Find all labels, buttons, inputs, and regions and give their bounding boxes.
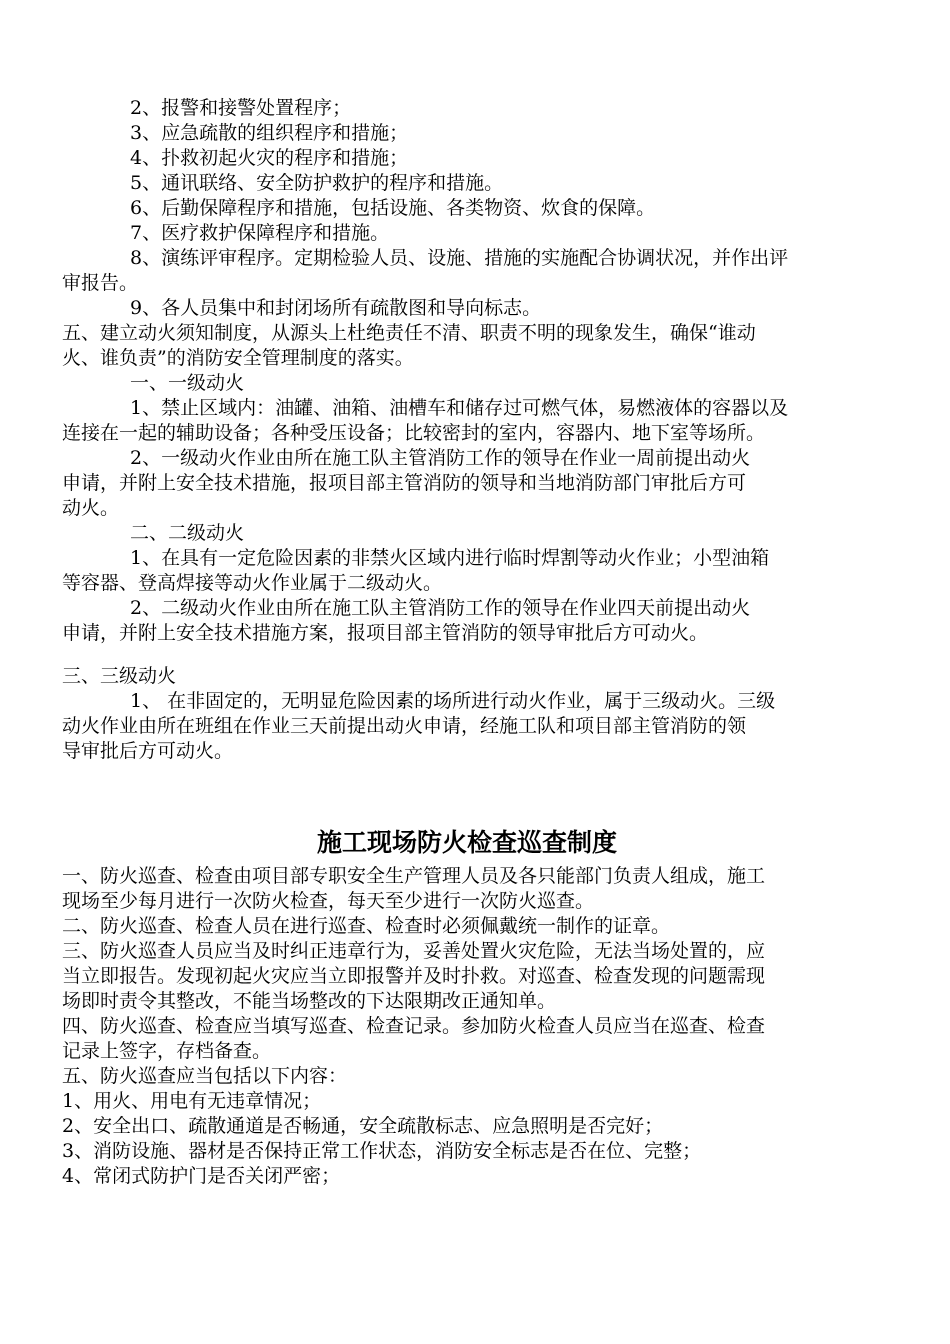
- list-item: 1、用火、用电有无违章情况；: [62, 1090, 322, 1112]
- list-item: 6、后勤保障程序和措施，包括设施、各类物资、炊食的保障。: [130, 197, 656, 219]
- paragraph-line: 一、防火巡查、检查由项目部专职安全生产管理人员及各只能部门负责人组成，施工: [62, 865, 766, 887]
- list-item: 4、扑救初起火灾的程序和措施；: [130, 147, 409, 169]
- paragraph-line: 1、 在非固定的，无明显危险因素的场所进行动火作业，属于三级动火。三级: [130, 690, 776, 712]
- inspection-section: [62, 824, 862, 1189]
- paragraph-line: 四、防火巡查、检查应当填写巡查、检查记录。参加防火检查人员应当在巡查、检查: [62, 1015, 766, 1037]
- level2-fire-section: [62, 521, 862, 646]
- list-item: 5、通讯联络、安全防护救护的程序和措施。: [130, 172, 504, 194]
- paragraph-line: 连接在一起的辅助设备；各种受压设备；比较密封的室内，容器内、地下室等场所。: [62, 422, 766, 444]
- list-item: 2、安全出口、疏散通道是否畅通，安全疏散标志、应急照明是否完好；: [62, 1115, 664, 1137]
- paragraph-line: 记录上签字，存档备查。: [62, 1040, 272, 1062]
- subsection-heading: 三、三级动火: [62, 665, 177, 687]
- list-item: 9、各人员集中和封闭场所有疏散图和导向标志。: [130, 297, 542, 319]
- paragraph-line: 动火。: [62, 497, 120, 519]
- paragraph-line: 等容器、登高焊接等动火作业属于二级动火。: [62, 572, 443, 594]
- paragraph-line: 2、一级动火作业由所在施工队主管消防工作的领导在作业一周前提出动火: [130, 447, 751, 469]
- list-item: 7、医疗救护保障程序和措施。: [130, 222, 390, 244]
- page-title: 施工现场防火检查巡查制度: [316, 828, 617, 857]
- subsection-heading: 二、二级动火: [130, 522, 245, 544]
- emergency-plan-list: [62, 96, 862, 371]
- list-item-continuation: 审报告。: [62, 272, 139, 294]
- paragraph-line: 2、二级动火作业由所在施工队主管消防工作的领导在作业四天前提出动火: [130, 597, 751, 619]
- level3-fire-section: [62, 664, 862, 764]
- paragraph-line: 申请，并附上安全技术措施方案，报项目部主管消防的领导审批后方可动火。: [62, 622, 709, 644]
- paragraph-line: 1、在具有一定危险因素的非禁火区域内进行临时焊割等动火作业；小型油箱: [130, 547, 770, 569]
- list-item: 2、报警和接警处置程序；: [130, 97, 352, 119]
- paragraph-line: 二、防火巡查、检查人员在进行巡查、检查时必须佩戴统一制作的证章。: [62, 915, 671, 937]
- paragraph-line: 动火作业由所在班组在作业三天前提出动火申请，经施工队和项目部主管消防的领: [62, 715, 747, 737]
- paragraph-line: 导审批后方可动火。: [62, 740, 234, 762]
- paragraph-line: 三、防火巡查人员应当及时纠正违章行为，妥善处置火灾危险，无法当场处置的，应: [62, 940, 766, 962]
- spacer: [62, 764, 862, 818]
- list-item: 4、常闭式防护门是否关闭严密；: [62, 1165, 341, 1187]
- paragraph-line: 五、防火巡查应当包括以下内容：: [62, 1065, 348, 1087]
- section-heading-continuation: 火、谁负责”的消防安全管理制度的落实。: [62, 347, 414, 369]
- section-heading: 五、建立动火须知制度，从源头上杜绝责任不清、职责不明的现象发生，确保“谁动: [62, 322, 756, 344]
- paragraph-line: 场即时责令其整改，不能当场整改的下达限期改正通知单。: [62, 990, 557, 1012]
- spacer: [62, 646, 862, 664]
- paragraph-line: 申请，并附上安全技术措施，报项目部主管消防的领导和当地消防部门审批后方可: [62, 472, 747, 494]
- paragraph-line: 当立即报告。发现初起火灾应当立即报警并及时扑救。对巡查、检查发现的问题需现: [62, 965, 766, 987]
- list-item: 3、消防设施、器材是否保持正常工作状态，消防安全标志是否在位、完整；: [62, 1140, 702, 1162]
- paragraph-line: 1、禁止区域内：油罐、油箱、油槽车和储存过可燃气体，易燃液体的容器以及: [130, 397, 789, 419]
- list-item: 3、应急疏散的组织程序和措施；: [130, 122, 409, 144]
- list-item: 8、演练评审程序。定期检验人员、设施、措施的实施配合协调状况，并作出评: [130, 247, 789, 269]
- paragraph-line: 现场至少每月进行一次防火检查，每天至少进行一次防火巡查。: [62, 890, 595, 912]
- subsection-heading: 一、一级动火: [130, 372, 245, 394]
- level1-fire-section: [62, 371, 862, 521]
